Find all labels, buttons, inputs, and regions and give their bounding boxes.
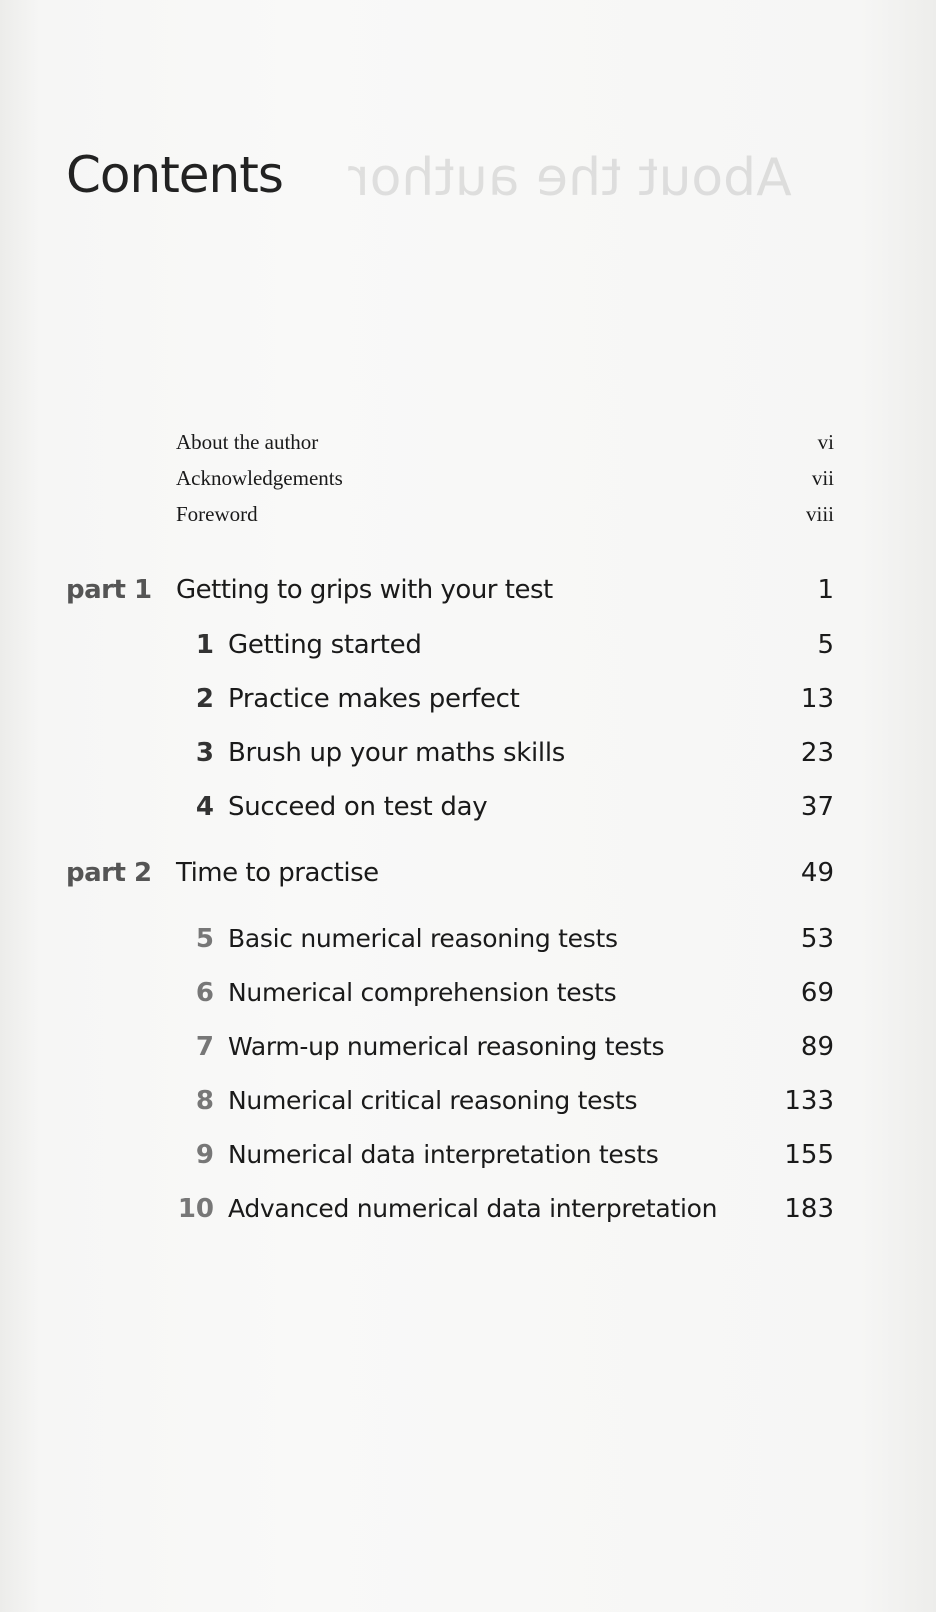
prelim-label: Foreword xyxy=(176,502,258,526)
part-label: part 1 xyxy=(66,575,152,605)
toc-chapter-5[interactable] xyxy=(170,924,834,954)
chapter-number: 3 xyxy=(195,738,214,768)
prelim-label: About the author xyxy=(176,430,319,454)
chapter-title: Numerical comprehension tests xyxy=(228,978,617,1007)
prelim-page: vi xyxy=(817,430,834,454)
chapter-title: Getting started xyxy=(228,630,422,660)
chapter-number: 10 xyxy=(177,1194,214,1224)
toc-chapter-4[interactable] xyxy=(170,792,834,822)
toc-chapter-10[interactable] xyxy=(170,1194,834,1224)
part-title: Time to practise xyxy=(176,858,379,888)
chapter-number: 6 xyxy=(195,978,214,1008)
toc-prelim-acknowledgements[interactable] xyxy=(176,466,834,491)
toc-chapter-3[interactable] xyxy=(170,738,834,768)
chapter-page: 183 xyxy=(784,1194,834,1224)
chapter-number: 7 xyxy=(195,1032,214,1062)
chapter-title: Warm-up numerical reasoning tests xyxy=(228,1032,665,1061)
chapter-page: 5 xyxy=(817,630,834,660)
chapter-title: Numerical data interpretation tests xyxy=(228,1140,659,1169)
toc-part-1[interactable] xyxy=(66,575,834,605)
chapter-title: Advanced numerical data interpretation xyxy=(228,1194,718,1223)
toc-chapter-8[interactable] xyxy=(170,1086,834,1116)
part-title: Getting to grips with your test xyxy=(176,575,553,605)
chapter-title: Numerical critical reasoning tests xyxy=(228,1086,638,1115)
chapter-number: 5 xyxy=(195,924,214,954)
toc-prelim-foreword[interactable] xyxy=(176,502,834,527)
chapter-page: 133 xyxy=(784,1086,834,1116)
chapter-number: 1 xyxy=(195,630,214,660)
chapter-page: 155 xyxy=(784,1140,834,1170)
toc-chapter-6[interactable] xyxy=(170,978,834,1008)
chapter-number: 9 xyxy=(195,1140,214,1170)
part-page: 49 xyxy=(800,858,834,888)
chapter-page: 89 xyxy=(800,1032,834,1062)
toc-chapter-7[interactable] xyxy=(170,1032,834,1062)
chapter-title: Practice makes perfect xyxy=(228,684,520,714)
part-label: part 2 xyxy=(66,858,152,888)
toc-chapter-9[interactable] xyxy=(170,1140,834,1170)
chapter-page: 13 xyxy=(800,684,834,714)
chapter-title: Basic numerical reasoning tests xyxy=(228,924,618,953)
chapter-title: Succeed on test day xyxy=(228,792,488,822)
part-page: 1 xyxy=(817,575,834,605)
chapter-page: 37 xyxy=(800,792,834,822)
chapter-page: 69 xyxy=(800,978,834,1008)
chapter-page: 23 xyxy=(800,738,834,768)
chapter-number: 2 xyxy=(195,684,214,714)
toc-prelim-about-author[interactable] xyxy=(176,430,834,455)
chapter-title: Brush up your maths skills xyxy=(228,738,566,768)
toc-chapter-2[interactable] xyxy=(170,684,834,714)
chapter-page: 53 xyxy=(800,924,834,954)
chapter-number: 8 xyxy=(195,1086,214,1116)
toc-part-2[interactable] xyxy=(66,858,834,888)
chapter-number: 4 xyxy=(195,792,214,822)
page-title: Contents xyxy=(66,146,283,204)
prelim-label: Acknowledgements xyxy=(176,466,343,490)
prelim-page: viii xyxy=(805,502,834,526)
prelim-page: vii xyxy=(811,466,834,490)
toc-chapter-1[interactable] xyxy=(170,630,834,660)
